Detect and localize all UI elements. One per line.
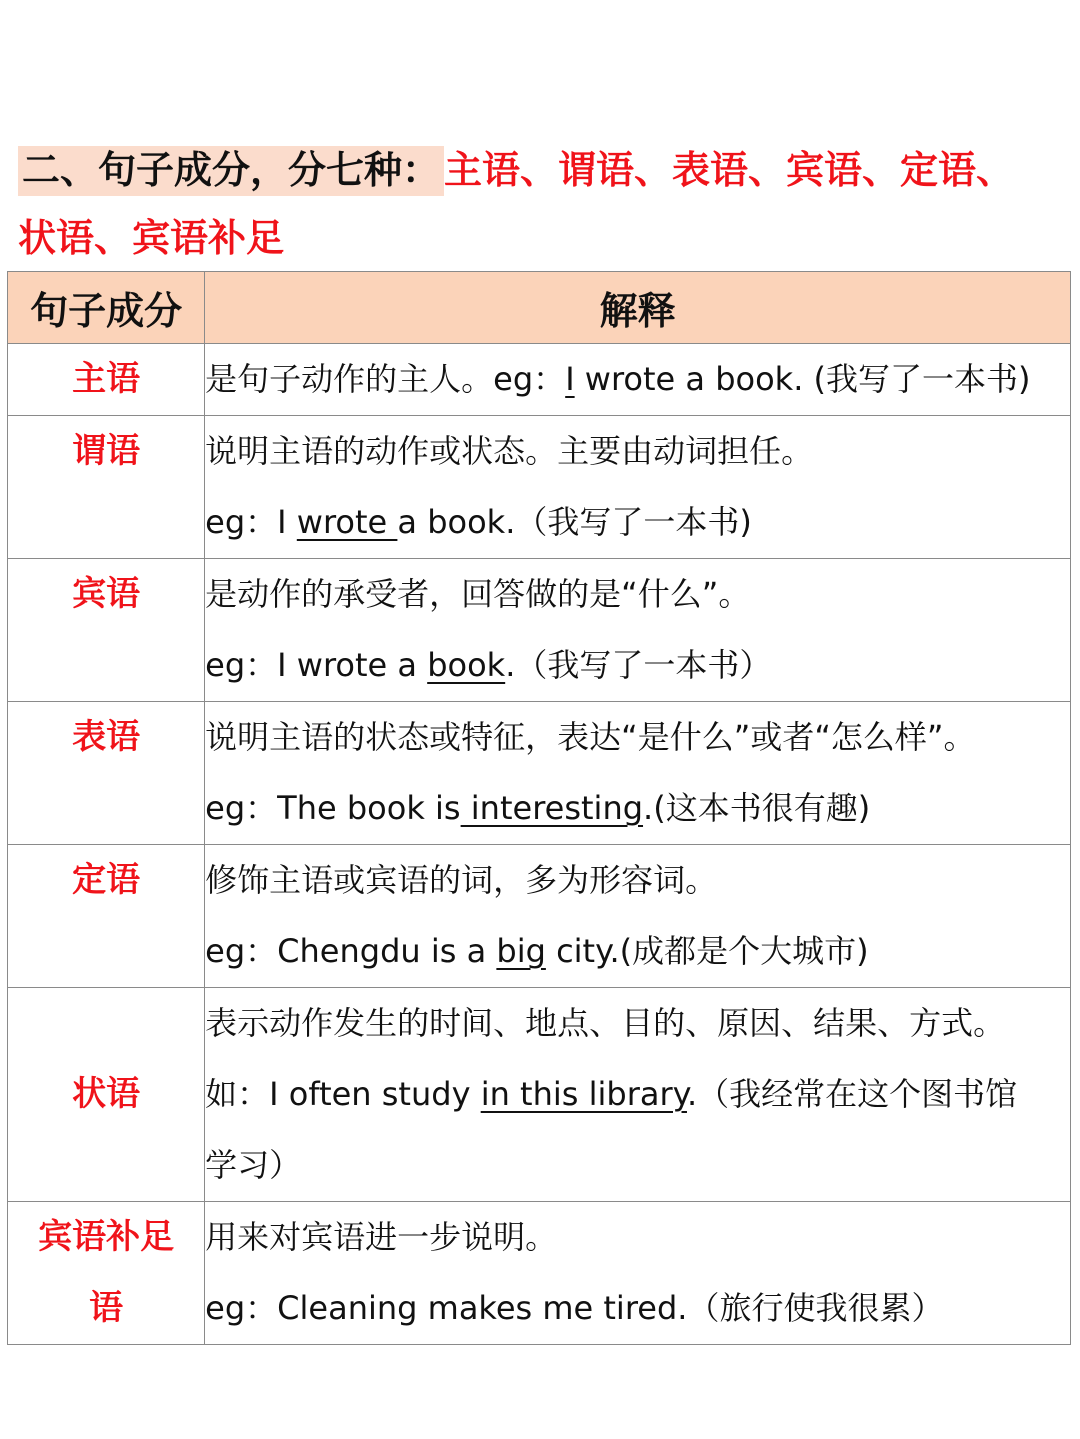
example-text: eg：I wrote a xyxy=(205,646,428,684)
explanation-text: 用来对宾语进一步说明。 xyxy=(205,1218,558,1256)
heading-prefix: 二、句子成分，分七种： xyxy=(18,146,444,196)
term-cell: 表语 xyxy=(8,702,205,845)
example-text: eg：Cleaning makes me tired.（旅行使我很累） xyxy=(205,1289,944,1327)
explanation-text: 修饰主语或宾语的词，多为形容词。 xyxy=(205,861,718,899)
example-text: city.(成都是个大城市) xyxy=(545,932,869,970)
explanation-cell xyxy=(205,344,1071,416)
explanation-text: 是动作的承受者，回答做的是“什么”。 xyxy=(205,575,751,613)
explanation-text: 表示动作发生的时间、地点、目的、原因、结果、方式。 xyxy=(205,1004,1006,1042)
example-text: .(这本书很有趣) xyxy=(643,789,871,827)
explanation-cell xyxy=(205,845,1071,988)
heading-list-line2: 状语、宾语补足 xyxy=(18,216,285,260)
table-row-predicative xyxy=(8,702,1071,845)
term-cell: 定语 xyxy=(8,845,205,988)
example-text: .（我写了一本书） xyxy=(505,646,772,684)
term-cell: 谓语 xyxy=(8,416,205,559)
explanation-text: 说明主语的状态或特征，表达“是什么”或者“怎么样”。 xyxy=(205,718,976,756)
example-text: a book.（我写了一本书) xyxy=(397,503,752,541)
explanation-cell xyxy=(205,416,1071,559)
table-header-row xyxy=(8,272,1071,344)
heading-list-line1: 主语、谓语、表语、宾语、定语、 xyxy=(444,148,1015,192)
term-cell xyxy=(8,1202,205,1345)
explanation-cell xyxy=(205,1202,1071,1345)
explanation-text: 说明主语的动作或状态。主要由动词担任。 xyxy=(205,432,814,470)
example-text: .（我经常在这个图书馆 xyxy=(686,1075,1018,1113)
example-text: eg：The book is xyxy=(205,789,461,827)
example-text: 学习） xyxy=(205,1146,302,1184)
section-heading xyxy=(18,136,1068,272)
explanation-cell xyxy=(205,702,1071,845)
table-row-object-complement xyxy=(8,1202,1071,1345)
underlined-example: I xyxy=(565,360,575,398)
example-text: eg：I xyxy=(205,503,297,541)
underlined-example: wrote xyxy=(296,503,398,541)
term-cell: 主语 xyxy=(8,344,205,416)
header-explanation: 解释 xyxy=(205,272,1071,344)
underlined-example: in this library xyxy=(480,1075,687,1113)
term-text: 宾语补足语 xyxy=(38,1217,175,1328)
explanation-cell xyxy=(205,559,1071,702)
term-cell: 状语 xyxy=(8,988,205,1202)
example-text: 如：I often study xyxy=(205,1075,481,1113)
explanation-cell xyxy=(205,988,1071,1202)
underlined-example: book xyxy=(427,646,506,684)
table-row-adverbial xyxy=(8,988,1071,1202)
table-row-object xyxy=(8,559,1071,702)
underlined-example: big xyxy=(496,932,546,970)
table-row-predicate xyxy=(8,416,1071,559)
example-text: eg：Chengdu is a xyxy=(205,932,497,970)
table-row-attributive xyxy=(8,845,1071,988)
explanation-text: wrote a book. (我写了一本书) xyxy=(574,360,1031,398)
header-term: 句子成分 xyxy=(8,272,205,344)
sentence-components-table xyxy=(7,271,1071,1345)
explanation-text: 是句子动作的主人。eg： xyxy=(205,360,566,398)
term-cell: 宾语 xyxy=(8,559,205,702)
table-row-subject xyxy=(8,344,1071,416)
underlined-example: interesting xyxy=(460,789,644,827)
